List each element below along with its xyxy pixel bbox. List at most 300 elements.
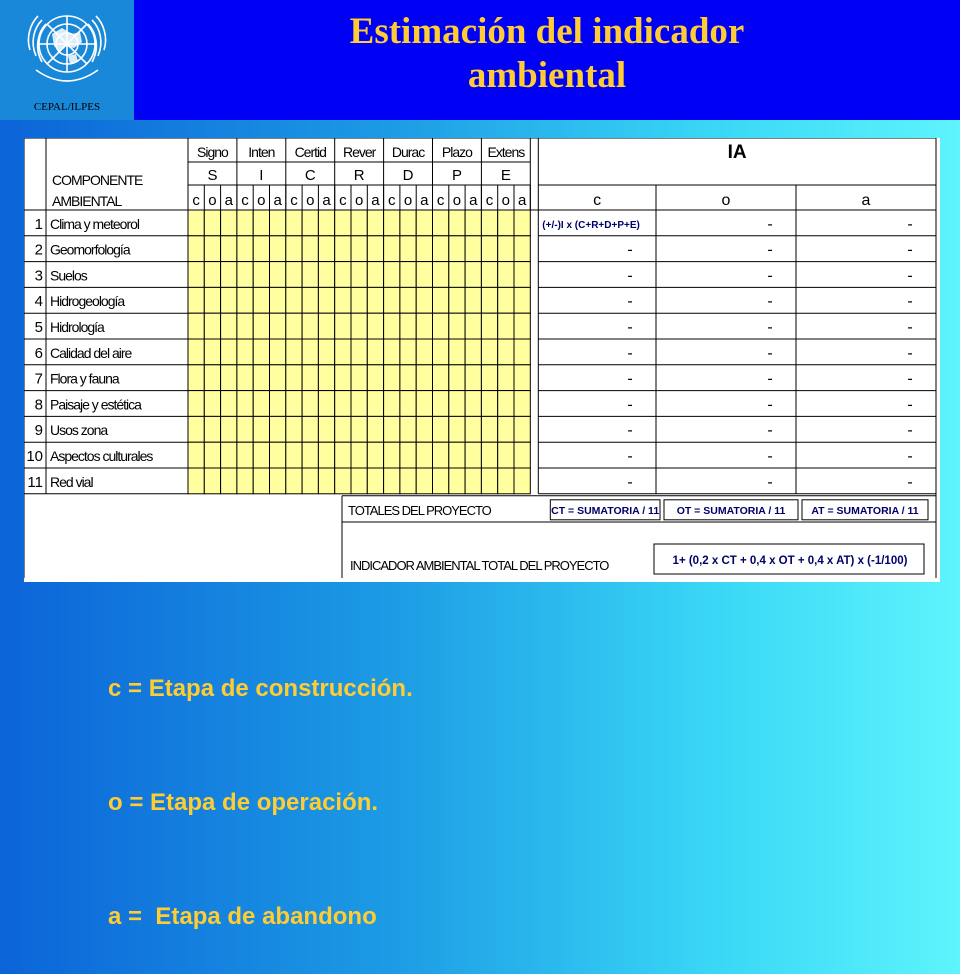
ia-dash: - <box>767 344 773 362</box>
criteria-cell <box>270 416 286 442</box>
criteria-cell <box>237 236 253 262</box>
criteria-cell <box>384 468 400 494</box>
row-number: 4 <box>34 293 43 311</box>
criteria-cell <box>514 236 530 262</box>
ia-dash: - <box>627 267 633 285</box>
criteria-cell <box>188 391 204 417</box>
criteria-cell <box>514 262 530 288</box>
criteria-cell <box>416 210 432 236</box>
criteria-cell <box>416 416 432 442</box>
ia-dash: - <box>627 344 633 362</box>
criteria-cell <box>367 391 383 417</box>
criteria-cell <box>367 365 383 391</box>
criteria-cell <box>302 313 318 339</box>
ia-dash: - <box>627 319 633 336</box>
criteria-cell <box>416 391 432 417</box>
row-component-name: Hidrogeología <box>50 293 125 310</box>
criteria-cell <box>400 468 416 494</box>
criteria-cell <box>286 313 302 339</box>
criteria-cell <box>221 391 237 417</box>
criteria-cell <box>367 262 383 288</box>
criteria-cell <box>481 339 497 365</box>
criteria-cell <box>465 442 481 468</box>
criteria-cell <box>253 236 269 262</box>
ia-dash: - <box>767 293 773 311</box>
criteria-cell <box>302 468 318 494</box>
criteria-cell <box>221 365 237 391</box>
criteria-cell <box>204 365 220 391</box>
logo-caption: CEPAL/ILPES <box>33 101 101 113</box>
criteria-cell <box>204 442 220 468</box>
criteria-cell <box>253 442 269 468</box>
criteria-cell <box>367 313 383 339</box>
criteria-cell <box>286 391 302 417</box>
row-component-name: Paisaje y estética <box>50 396 141 413</box>
criteria-cell <box>351 313 367 339</box>
criteria-cell <box>465 468 481 494</box>
criteria-cell <box>237 313 253 339</box>
ia-dash: - <box>907 344 913 362</box>
criteria-cell <box>384 313 400 339</box>
criteria-cell <box>384 339 400 365</box>
legend-item-construction: c = Etapa de construcción. <box>108 675 413 702</box>
criteria-cell <box>514 210 530 236</box>
criteria-cell <box>449 236 465 262</box>
criteria-cell <box>318 287 334 313</box>
stage-label: a <box>273 192 282 209</box>
criteria-cell <box>384 442 400 468</box>
criteria-cell <box>400 339 416 365</box>
criteria-cell <box>416 262 432 288</box>
criteria-cell <box>221 416 237 442</box>
criteria-cell <box>302 210 318 236</box>
criteria-cell <box>400 287 416 313</box>
criteria-cell <box>237 365 253 391</box>
criteria-cell <box>188 416 204 442</box>
componente-header-line-2: AMBIENTAL <box>52 193 122 209</box>
criteria-cell <box>237 468 253 494</box>
criteria-cell <box>302 391 318 417</box>
criteria-cell <box>270 236 286 262</box>
criteria-cell <box>237 287 253 313</box>
stage-label: c <box>290 192 298 209</box>
criteria-cell <box>335 262 351 288</box>
criteria-cell <box>335 391 351 417</box>
criteria-cell <box>221 210 237 236</box>
criteria-cell <box>400 365 416 391</box>
criteria-cell <box>514 339 530 365</box>
criteria-cell <box>481 468 497 494</box>
row-component-name: Flora y fauna <box>50 370 119 387</box>
criteria-cell <box>270 365 286 391</box>
ia-dash: - <box>907 319 913 336</box>
criteria-cell <box>449 365 465 391</box>
criteria-cell <box>384 262 400 288</box>
ia-dash: - <box>627 293 633 311</box>
criteria-cell <box>384 210 400 236</box>
criteria-cell <box>335 236 351 262</box>
criteria-cell <box>221 313 237 339</box>
criteria-cell <box>351 365 367 391</box>
ia-dash: - <box>767 448 773 465</box>
indicator-table <box>24 138 940 582</box>
criteria-cell <box>433 468 449 494</box>
criteria-cell <box>400 236 416 262</box>
criteria-cell <box>400 262 416 288</box>
ia-dash: - <box>907 448 913 465</box>
criteria-cell <box>253 287 269 313</box>
stage-label: a <box>371 192 380 209</box>
criteria-cell <box>270 339 286 365</box>
stage-label: c <box>192 192 200 209</box>
criteria-cell <box>253 416 269 442</box>
criteria-cell <box>367 236 383 262</box>
criteria-cell <box>367 287 383 313</box>
criteria-cell <box>416 236 432 262</box>
row-component-name: Hidrología <box>50 319 104 335</box>
stage-label: c <box>485 192 494 209</box>
criteria-cell <box>367 339 383 365</box>
criteria-cell <box>481 313 497 339</box>
criteria-cell <box>400 391 416 417</box>
stage-label: o <box>501 192 511 209</box>
criteria-cell <box>335 468 351 494</box>
criteria-cell <box>204 339 220 365</box>
criteria-cell <box>449 210 465 236</box>
criteria-cell <box>253 339 269 365</box>
criteria-symbol: S <box>207 167 218 184</box>
criteria-cell <box>318 468 334 494</box>
un-emblem-icon <box>16 4 118 100</box>
criteria-cell <box>449 262 465 288</box>
criteria-cell <box>498 313 514 339</box>
criteria-name: Rever <box>342 144 376 160</box>
criteria-name: Durac <box>391 144 425 160</box>
criteria-cell <box>335 339 351 365</box>
criteria-cell <box>433 262 449 288</box>
criteria-cell <box>498 236 514 262</box>
stage-label: o <box>306 192 315 209</box>
ia-dash: - <box>627 448 633 465</box>
ia-dash: - <box>627 422 633 440</box>
criteria-cell <box>367 416 383 442</box>
title-line-1: Estimación del indicador <box>349 11 745 52</box>
criteria-cell <box>188 210 204 236</box>
criteria-cell <box>367 468 383 494</box>
indicator-formula: 1+ (0,2 x CT + 0,4 x OT + 0,4 x AT) x (-1/100) <box>672 555 908 567</box>
criteria-cell <box>351 262 367 288</box>
criteria-cell <box>498 442 514 468</box>
criteria-cell <box>465 416 481 442</box>
stage-label: a <box>469 192 478 209</box>
criteria-cell <box>449 313 465 339</box>
row-number: 5 <box>34 319 43 336</box>
ia-dash: - <box>767 319 773 336</box>
criteria-cell <box>481 391 497 417</box>
criteria-cell <box>416 468 432 494</box>
criteria-cell <box>318 210 334 236</box>
row-number: 3 <box>34 267 43 285</box>
stage-legend <box>108 594 413 974</box>
criteria-cell <box>221 236 237 262</box>
criteria-symbol: C <box>304 167 316 184</box>
criteria-symbol: I <box>259 167 264 184</box>
criteria-cell <box>204 236 220 262</box>
criteria-cell <box>449 287 465 313</box>
ia-dash: - <box>627 370 633 388</box>
criteria-cell <box>498 210 514 236</box>
criteria-cell <box>351 416 367 442</box>
title-line-2: ambiental <box>467 55 627 96</box>
stage-label: c <box>436 192 445 209</box>
criteria-cell <box>416 313 432 339</box>
criteria-cell <box>367 210 383 236</box>
criteria-cell <box>351 339 367 365</box>
criteria-cell <box>433 442 449 468</box>
stage-label: o <box>452 192 462 209</box>
criteria-cell <box>188 468 204 494</box>
ia-dash: - <box>767 422 773 440</box>
ia-header: IA <box>727 142 747 163</box>
criteria-cell <box>318 339 334 365</box>
criteria-cell <box>302 442 318 468</box>
ia-stage-label: c <box>593 192 602 209</box>
criteria-cell <box>335 365 351 391</box>
row-number: 1 <box>34 215 43 233</box>
criteria-symbol: P <box>451 167 462 184</box>
criteria-cell <box>351 391 367 417</box>
ia-dash: - <box>907 473 913 491</box>
criteria-cell <box>188 287 204 313</box>
criteria-cell <box>335 287 351 313</box>
criteria-cell <box>433 391 449 417</box>
criteria-cell <box>286 262 302 288</box>
criteria-cell <box>449 339 465 365</box>
criteria-cell <box>188 339 204 365</box>
criteria-cell <box>433 365 449 391</box>
row-number: 11 <box>27 473 43 491</box>
criteria-cell <box>270 262 286 288</box>
criteria-cell <box>481 210 497 236</box>
criteria-cell <box>237 416 253 442</box>
criteria-cell <box>237 339 253 365</box>
stage-label: c <box>339 192 347 209</box>
criteria-cell <box>465 339 481 365</box>
criteria-cell <box>302 339 318 365</box>
criteria-cell <box>433 210 449 236</box>
criteria-cell <box>384 236 400 262</box>
criteria-cell <box>286 210 302 236</box>
criteria-cell <box>335 416 351 442</box>
criteria-cell <box>351 236 367 262</box>
criteria-cell <box>416 442 432 468</box>
criteria-cell <box>465 287 481 313</box>
criteria-cell <box>400 210 416 236</box>
criteria-cell <box>270 468 286 494</box>
criteria-cell <box>465 365 481 391</box>
criteria-cell <box>221 262 237 288</box>
indicator-table-grid <box>24 138 940 582</box>
criteria-cell <box>188 236 204 262</box>
indicator-label: INDICADOR AMBIENTAL TOTAL DEL PROYECTO <box>350 558 609 573</box>
stage-label: c <box>388 192 396 209</box>
stage-label: o <box>354 192 364 209</box>
ia-dash: - <box>767 267 773 285</box>
criteria-name: Certid <box>294 144 326 160</box>
criteria-name: Extens <box>487 144 525 160</box>
ia-dash: - <box>907 422 913 440</box>
row-component-name: Red vial <box>50 473 93 490</box>
criteria-cell <box>498 468 514 494</box>
ia-stage-label: o <box>721 192 731 209</box>
stage-label: c <box>241 192 249 209</box>
criteria-cell <box>188 365 204 391</box>
criteria-name: Plazo <box>441 144 472 160</box>
row-number: 8 <box>34 396 43 414</box>
criteria-cell <box>416 365 432 391</box>
ia-dash: - <box>907 267 913 285</box>
criteria-cell <box>433 313 449 339</box>
total-formula: AT = SUMATORIA / 11 <box>811 504 919 517</box>
criteria-cell <box>498 262 514 288</box>
stage-label: o <box>403 192 413 209</box>
criteria-cell <box>204 287 220 313</box>
criteria-cell <box>400 442 416 468</box>
row-number: 7 <box>34 370 43 388</box>
criteria-cell <box>351 468 367 494</box>
criteria-cell <box>514 287 530 313</box>
criteria-cell <box>481 262 497 288</box>
criteria-cell <box>465 313 481 339</box>
criteria-cell <box>270 391 286 417</box>
criteria-cell <box>188 442 204 468</box>
ia-dash: - <box>767 241 773 259</box>
criteria-cell <box>384 391 400 417</box>
legend-item-abandonment: a = Etapa de abandono <box>108 903 377 930</box>
ia-dash: - <box>907 370 913 388</box>
criteria-cell <box>514 365 530 391</box>
ia-dash: - <box>907 396 913 414</box>
stage-label: o <box>257 192 266 209</box>
first-row-formula: (+/-)I x (C+R+D+P+E) <box>542 219 640 231</box>
criteria-cell <box>253 210 269 236</box>
criteria-cell <box>449 416 465 442</box>
criteria-cell <box>204 416 220 442</box>
criteria-cell <box>400 313 416 339</box>
criteria-cell <box>302 287 318 313</box>
criteria-symbol: D <box>402 167 414 184</box>
row-number: 6 <box>34 344 43 362</box>
row-number: 9 <box>34 422 43 440</box>
criteria-cell <box>318 313 334 339</box>
criteria-cell <box>302 365 318 391</box>
criteria-cell <box>237 391 253 417</box>
criteria-cell <box>302 416 318 442</box>
criteria-cell <box>286 416 302 442</box>
criteria-cell <box>286 339 302 365</box>
ia-dash: - <box>767 215 773 233</box>
ia-dash: - <box>627 473 633 491</box>
criteria-cell <box>481 287 497 313</box>
criteria-cell <box>286 442 302 468</box>
criteria-cell <box>351 442 367 468</box>
criteria-cell <box>302 236 318 262</box>
criteria-cell <box>204 210 220 236</box>
page-title <box>134 10 960 98</box>
criteria-cell <box>465 391 481 417</box>
criteria-cell <box>270 210 286 236</box>
criteria-cell <box>253 313 269 339</box>
criteria-cell <box>384 287 400 313</box>
criteria-cell <box>204 468 220 494</box>
criteria-cell <box>204 313 220 339</box>
criteria-cell <box>237 210 253 236</box>
ia-dash: - <box>907 215 913 233</box>
criteria-cell <box>481 442 497 468</box>
row-component-name: Geomorfología <box>50 241 130 258</box>
criteria-cell <box>514 468 530 494</box>
criteria-cell <box>416 339 432 365</box>
criteria-cell <box>498 339 514 365</box>
stage-label: o <box>208 192 217 209</box>
ia-dash: - <box>767 396 773 414</box>
criteria-cell <box>204 262 220 288</box>
criteria-cell <box>221 287 237 313</box>
criteria-cell <box>221 442 237 468</box>
criteria-symbol: E <box>500 167 511 184</box>
row-component-name: Clima y meteorol <box>50 215 140 232</box>
criteria-cell <box>221 468 237 494</box>
criteria-cell <box>514 442 530 468</box>
criteria-cell <box>237 442 253 468</box>
logo-panel <box>0 0 134 120</box>
criteria-cell <box>498 416 514 442</box>
criteria-cell <box>351 210 367 236</box>
criteria-name: Inten <box>248 144 275 160</box>
total-formula: CT = SUMATORIA / 11 <box>551 504 660 517</box>
criteria-cell <box>416 287 432 313</box>
criteria-cell <box>270 442 286 468</box>
criteria-cell <box>286 287 302 313</box>
criteria-cell <box>449 468 465 494</box>
criteria-cell <box>367 442 383 468</box>
criteria-cell <box>237 262 253 288</box>
criteria-cell <box>481 365 497 391</box>
criteria-cell <box>318 236 334 262</box>
criteria-cell <box>351 287 367 313</box>
criteria-cell <box>498 287 514 313</box>
criteria-cell <box>318 442 334 468</box>
criteria-cell <box>318 391 334 417</box>
criteria-cell <box>449 391 465 417</box>
criteria-cell <box>481 236 497 262</box>
criteria-cell <box>188 262 204 288</box>
criteria-cell <box>514 313 530 339</box>
criteria-cell <box>384 416 400 442</box>
criteria-cell <box>433 287 449 313</box>
criteria-cell <box>253 365 269 391</box>
row-component-name: Suelos <box>50 267 87 284</box>
row-component-name: Calidad del aire <box>50 344 132 361</box>
criteria-cell <box>449 442 465 468</box>
legend-item-operation: o = Etapa de operación. <box>108 789 379 816</box>
criteria-cell <box>188 313 204 339</box>
ia-dash: - <box>907 293 913 311</box>
criteria-cell <box>498 365 514 391</box>
totals-label: TOTALES DEL PROYECTO <box>348 502 491 518</box>
criteria-cell <box>318 365 334 391</box>
criteria-cell <box>498 391 514 417</box>
